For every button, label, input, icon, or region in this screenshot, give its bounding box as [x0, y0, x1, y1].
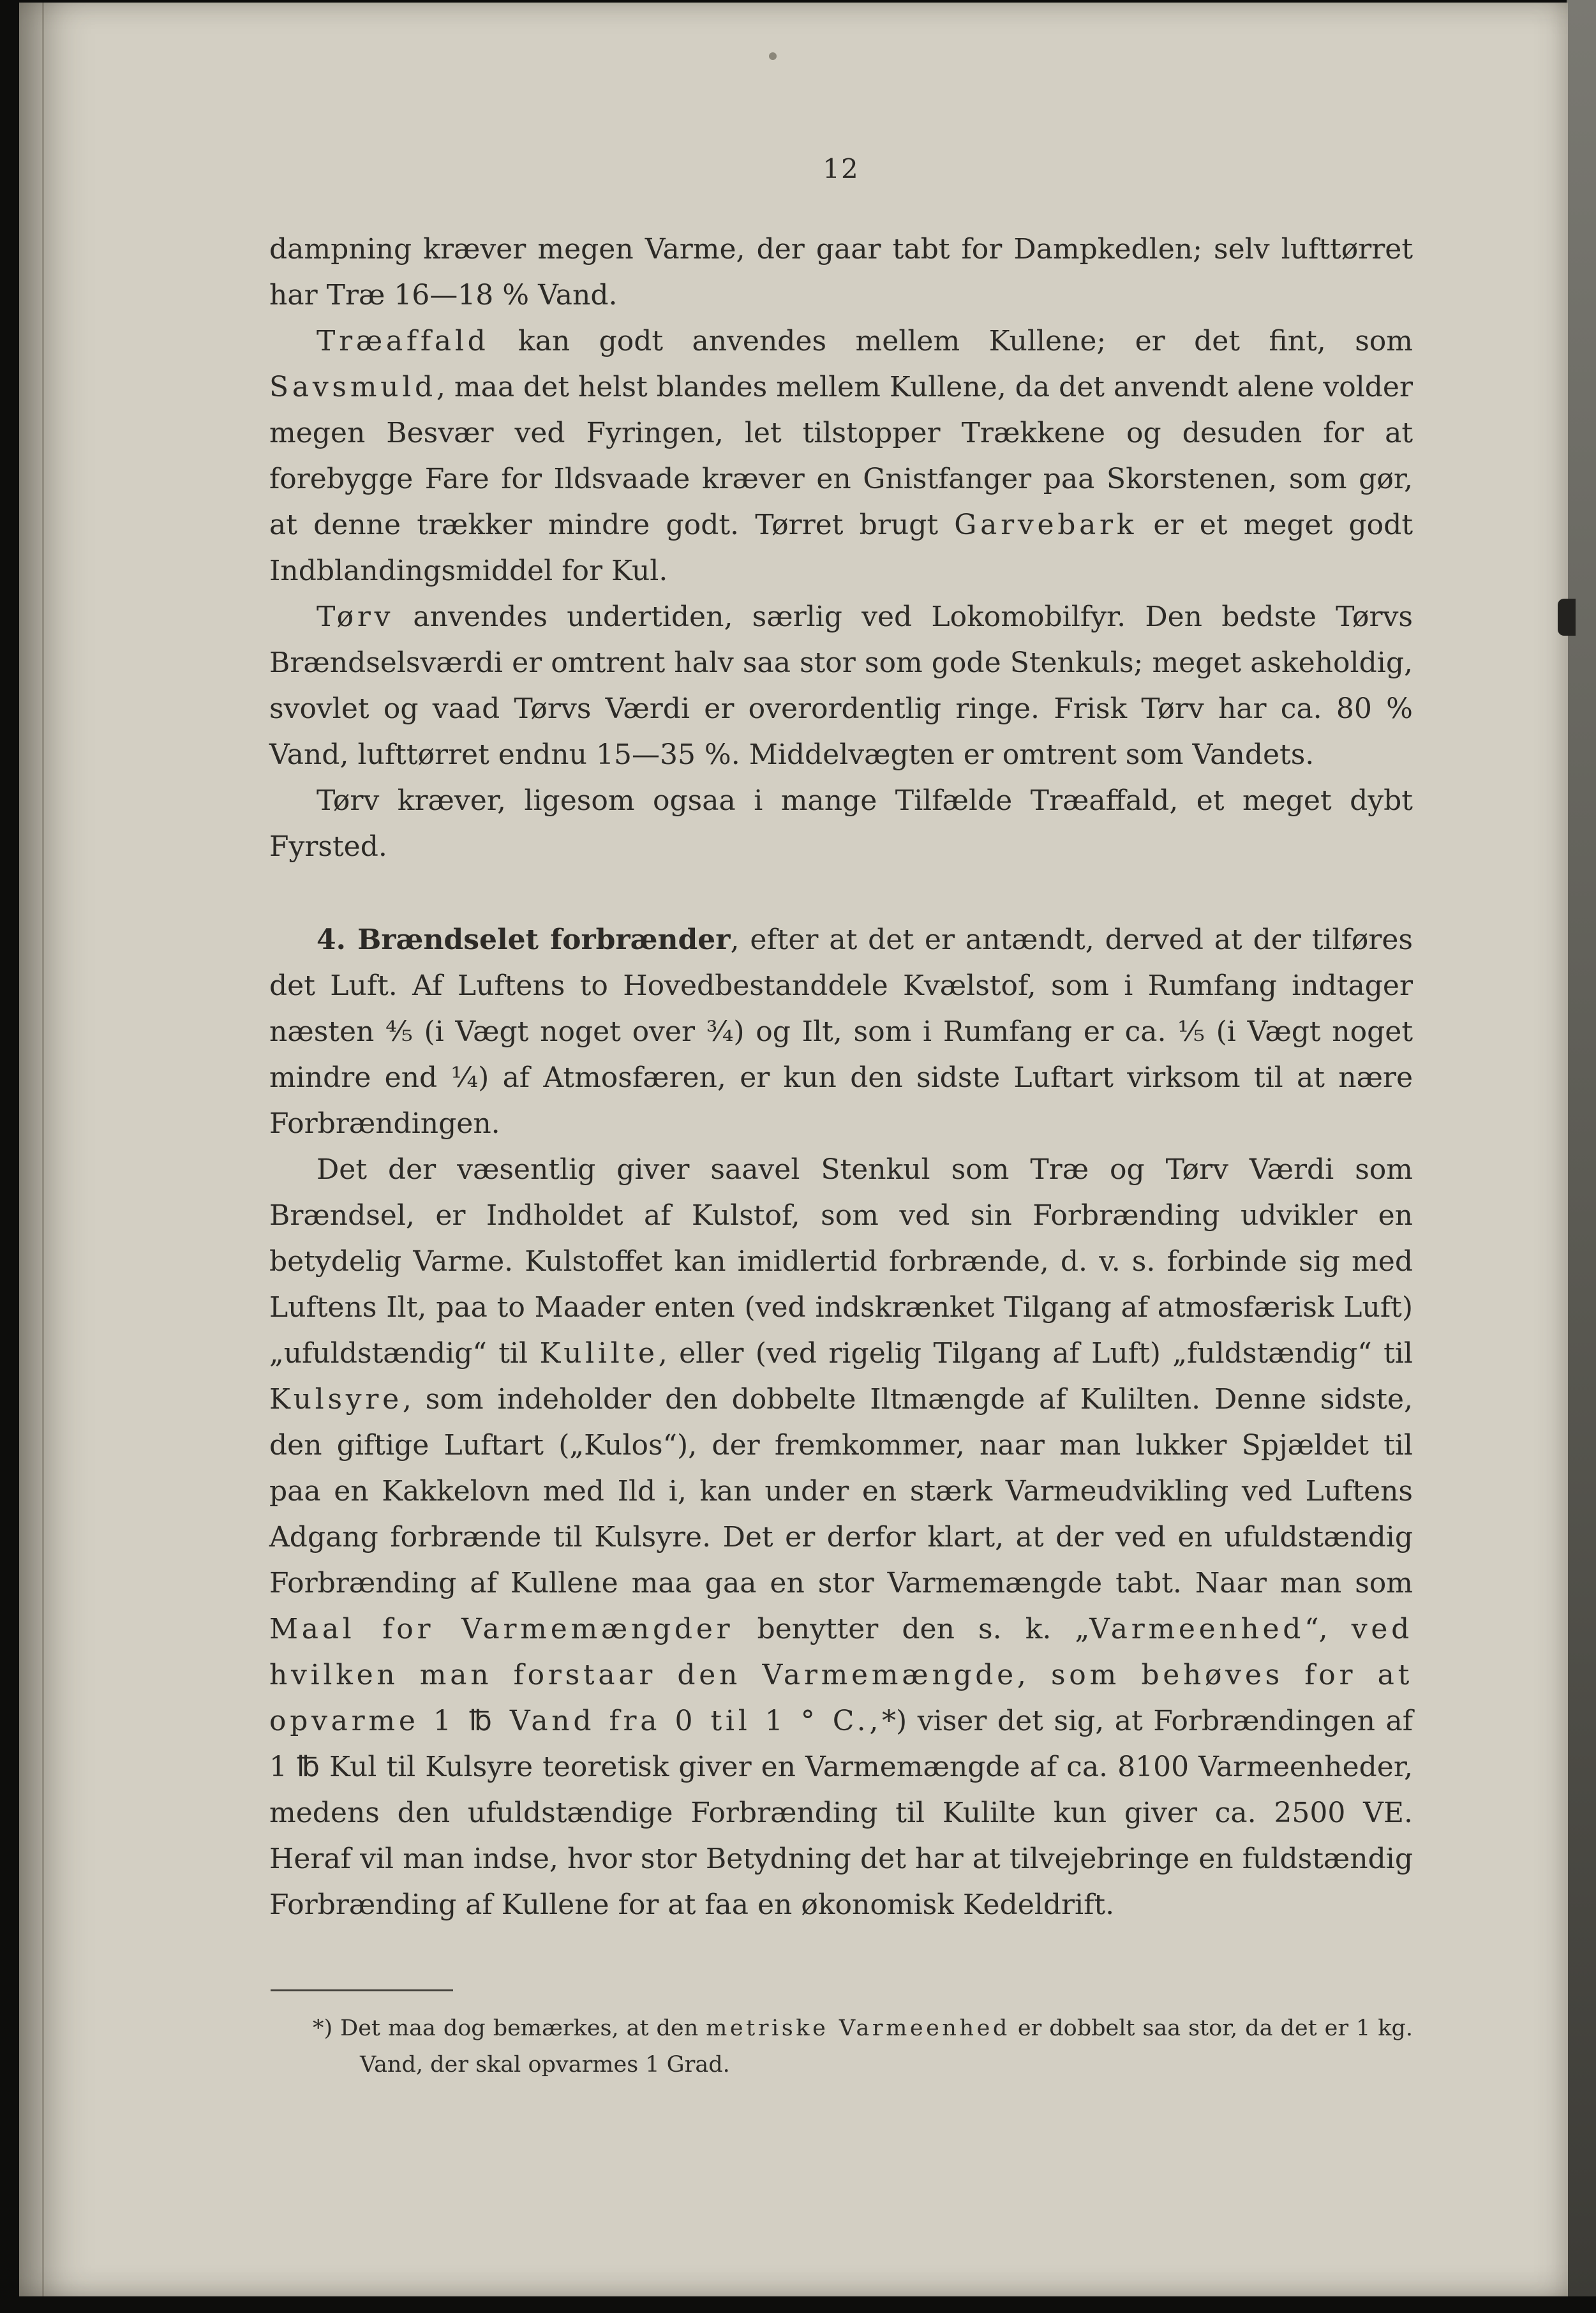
- scan-speck: [769, 52, 777, 60]
- scan-right-edge: [1567, 0, 1596, 2296]
- text-column: [269, 153, 1413, 2083]
- text-run: anvendes undertiden, særlig ved Lokomobilfyr. Den bedste Tørvs Brændselsværdi er omtrent halv saa stor som gode Stenkuls; meget askeholdig, svovlet og vaad Tørvs Værdi er overordentlig ringe. Frisk Tørv har ca. 80 % Vand, lufttørret endnu 15—35 %. Middelvægten er omtrent som Vandets.: [269, 601, 1413, 771]
- body-paragraph-fyrsted: [269, 778, 1413, 870]
- text-run: “,: [1304, 1613, 1352, 1645]
- text-run: Varmeenhed: [1089, 1613, 1305, 1645]
- text-run: Kulsyre: [269, 1383, 403, 1416]
- body-paragraph-toerv: [269, 594, 1413, 778]
- text-run: *) viser det sig, at Forbrændingen af 1 ℔ Kul til Kulsyre teoretisk giver en Varmemængde af ca. 8100 Varmeenheder, medens den ufuldstændige Forbrænding til Kulilte kun giver ca. 2500 VE. Heraf vil man indse, hvor stor Betydning det har at tilvejebringe en fuldstændig Forbrænding af Kullene for at faa en økonomisk Kedeldrift.: [269, 1705, 1413, 1921]
- body-paragraph-forbraending: [269, 1147, 1413, 1928]
- text-run: dampning kræver megen Varme, der gaar tabt for Dampkedlen; selv lufttørret har Træ 16—18 % Vand.: [269, 233, 1413, 311]
- text-run: metriske Varmeenhed: [706, 2016, 1010, 2041]
- text-run: er dobbelt saa stor, da det er 1 kg. Vand, der skal opvarmes 1 Grad.: [360, 2016, 1413, 2077]
- body-paragraph-traeaffald: [269, 318, 1413, 594]
- text-run: Tørv: [317, 601, 394, 633]
- text-run: Kulilte: [539, 1337, 659, 1370]
- scan-edge-notch: [1558, 599, 1576, 636]
- text-run: , efter at det er antændt, derved at der tilføres det Luft. Af Luftens to Hovedbestanddele Kvælstof, som i Rumfang indtager næsten ⁴⁄₅ (i Vægt noget over ³⁄₄) og Ilt, som i Rumfang er ca. ¹⁄₅ (i Vægt noget mindre end ¹⁄₄) af Atmosfæren, er kun den sidste Luftart virksom til at nære Forbrændingen.: [269, 924, 1413, 1140]
- page-paper: [19, 3, 1568, 2296]
- footnote-text: [269, 2010, 1413, 2083]
- body-paragraph-continuation: [269, 227, 1413, 318]
- text-run: 4. Brændselet forbrænder: [317, 924, 731, 956]
- text-run: *) Det maa dog bemærkes, at den: [313, 2016, 706, 2041]
- text-run: Træaffald: [317, 325, 489, 357]
- text-run: Garvebark: [954, 509, 1138, 541]
- footnote-separator-rule: [271, 1989, 453, 1991]
- text-run: benytter den s. k. „: [733, 1613, 1090, 1645]
- footnote: [269, 1989, 1413, 2083]
- text-run: Tørv kræver, ligesom ogsaa i mange Tilfælde Træaffald, et meget dybt Fyrsted.: [269, 784, 1413, 863]
- section-4-heading-paragraph: [269, 917, 1413, 1147]
- text-run: Maal for Varmemængder: [269, 1613, 734, 1645]
- text-run: Savsmuld: [269, 371, 436, 403]
- page-number: 12: [823, 153, 860, 184]
- text-run: er et meget godt Indblandingsmiddel for Kul.: [269, 509, 1413, 587]
- text-run: , eller (ved rigelig Tilgang af Luft) „fuldstændig“ til: [658, 1337, 1413, 1370]
- text-run: kan godt anvendes mellem Kullene; er det fint, som: [489, 325, 1413, 357]
- text-run: Det der væsentlig giver saavel Stenkul som Træ og Tørv Værdi som Brændsel, er Indholdet af Kulstof, som ved sin Forbrænding udvikler en betydelig Varme. Kulstoffet kan imidlertid forbrænde, d. v. s. forbinde sig med Luftens Ilt, paa to Maader enten (ved indskrænket Tilgang af atmosfærisk Luft) „ufuldstændig“ til: [269, 1153, 1413, 1370]
- text-run: , maa det helst blandes mellem Kullene, da det anvendt alene volder megen Besvær ved Fyringen, let tilstopper Trækkene og desuden for at forebygge Fare for Ildsvaade kræver en Gnistfanger paa Skorstenen, som gør, at denne trækker mindre godt. Tørret brugt: [269, 371, 1413, 541]
- text-run: ved hvilken man forstaar den Varmemængde, som behøves for at opvarme 1 ℔ Vand fra 0 til 1 ° C.,: [269, 1613, 1413, 1737]
- text-run: , som indeholder den dobbelte Iltmængde af Kulilten. Denne sidste, den giftige Luftart („Kulos“), der fremkommer, naar man lukker Spjældet til paa en Kakkelovn med Ild i, kan under en stærk Varmeudvikling ved Luftens Adgang forbrænde til Kulsyre. Det er derfor klart, at der ved en ufuldstændig Forbrænding af Kullene maa gaa en stor Varmemængde tabt. Naar man som: [269, 1383, 1413, 1599]
